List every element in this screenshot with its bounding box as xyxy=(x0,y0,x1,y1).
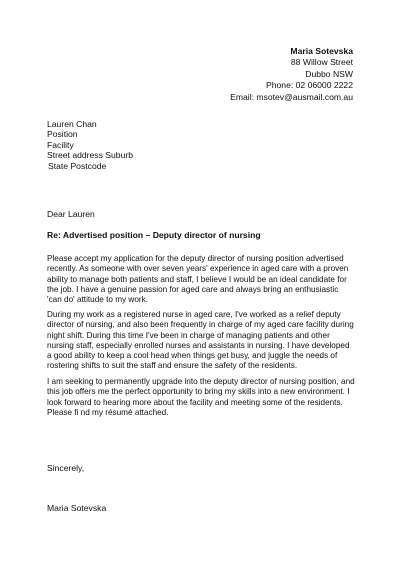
sender-city: Dubbo NSW xyxy=(305,68,353,79)
paragraph-line: a good ability to keep a cool head when things get busy, and juggle the needs of xyxy=(47,351,338,361)
recipient-state: State Postcode xyxy=(48,160,107,171)
recipient-address: Street address Suburb xyxy=(47,150,133,161)
paragraph-line: this job offers me the perfect opportunity to bring my skills into a new environment. I xyxy=(47,387,350,397)
paragraph-line: nursing staff, especially enrolled nurses and assistants in nursing. I have developed xyxy=(47,340,350,350)
paragraph-line: Please accept my application for the deputy director of nursing position advertised xyxy=(47,254,344,263)
recipient-name: Lauren Chan xyxy=(47,119,97,129)
paragraph-line: night shift. During this time I've been in charge of managing patients and other xyxy=(47,330,330,340)
recipient-position: Position xyxy=(47,129,78,140)
paragraph-line: director of nursing, and also been frequently in charge of my aged care facility during xyxy=(47,320,354,330)
sender-phone: Phone: 02 06000 2222 xyxy=(266,80,353,91)
paragraph-line: the job. I have a genuine passion for aged care and always bring an enthusiastic xyxy=(47,284,339,294)
paragraph-1 xyxy=(47,254,359,305)
paragraph-line: recently. As someone with over seven years' experience in aged care with a proven xyxy=(47,264,349,274)
sender-street: 88 Willow Street xyxy=(290,57,353,68)
recipient-facility: Facility xyxy=(47,139,74,150)
salutation: Dear Lauren xyxy=(47,209,95,219)
paragraph-line: ability to manage both patients and staff, I believe I would be an ideal candidate for xyxy=(47,274,347,284)
paragraph-3 xyxy=(47,377,359,418)
sender-block xyxy=(230,46,353,103)
signature-name: Maria Sotevska xyxy=(47,503,107,513)
paragraph-2 xyxy=(47,310,359,372)
paragraph-line: I am seeking to permanently upgrade into the deputy director of nursing position, and xyxy=(47,377,355,386)
paragraph-line: 'can do' attitude to my work. xyxy=(47,295,148,305)
paragraph-line: rostering shifts to suit the staff and ensure the safety of the residents. xyxy=(47,361,298,371)
paragraph-line: Please fi nd my résumé attached. xyxy=(47,407,169,417)
closing: Sincerely, xyxy=(47,463,85,473)
recipient-block xyxy=(47,119,133,171)
paragraph-line: look forward to hearing more about the facility and meeting some of the residents. xyxy=(47,397,343,407)
subject-line: Re: Advertised position – Deputy director of nursing xyxy=(47,230,261,240)
sender-name: Maria Sotevska xyxy=(290,46,353,56)
sender-email: Email: msotev@ausmail.com.au xyxy=(230,91,353,102)
paragraph-line: During my work as a registered nurse in aged care, I've worked as a relief deputy xyxy=(47,310,341,319)
